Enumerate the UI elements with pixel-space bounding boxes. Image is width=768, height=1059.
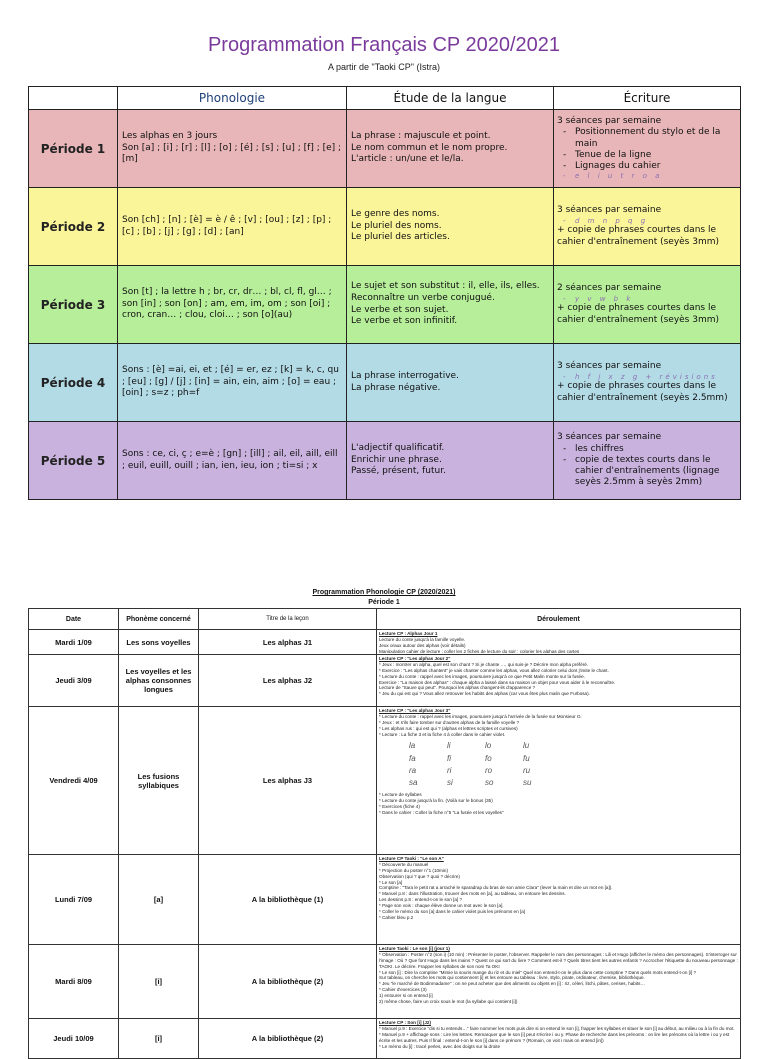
deroulement-line: Lecture Taoki : Le son [i] (jour 1) [379,946,450,951]
cursive-letters: - e l i u t r o a [575,172,737,181]
ecriture-cell [554,266,741,344]
etude-line: Le pluriel des noms. [351,220,442,231]
lesson-date: Mardi 8/09 [29,945,119,1019]
phonologie-line: Son [t] ; la lettre h ; br, cr, dr… ; bl, cl, fl, gl… ; son [in] ; son [on] ; am, em, im, om ; son [oi] ; cron, cran… ; clou, cloi… ; son [o](au) [122,286,332,321]
lesson-date: Jeudi 3/09 [29,655,119,707]
deroulement-line: Comptine : "Tara le petit rat a arraché le sparadrap du bras de son amie Clara" (lever la main et dire un mot en [a]). [379,885,613,891]
period-row [29,422,741,500]
deroulement-line: * Manuel p.9 : Exercice "dis si tu entends…" faire nommer les mots puis dire si on entend le son [i], frapper les syllabes et situer le son [i] au début, au milieu ou à la fin du mot. [379,1025,735,1031]
etude-line: Le nom commun et le nom propre. [351,142,508,153]
period-name: Période 2 [29,188,118,266]
header-deroulement: Déroulement [377,609,741,630]
lesson-deroulement [377,630,741,655]
deroulement-line: * Page son vois : chaque élève donne un mot avec le son [a]. [379,903,504,908]
phonologie-line: Sons : ce, ci, ç ; e=è ; [gn] ; [ill] ; ail, eil, aill, eill ; euil, euill, ouill ; ian, ien, ieu, ion ; ti=si ; x [122,448,338,471]
deroulement-line: 1) entourer si on entend [i] [379,993,433,998]
page-title: Programmation Français CP 2020/2021 [207,34,561,56]
deroulement-line: * Le son [i] : Dire la comptine "Mimie la souris mange du riz et du miel" Quel son entend-t-on le plus dans cette comptine ? Dans quels mots entend-t-on [i] ? [379,969,697,975]
phonologie-cell [118,266,347,344]
period-row [29,110,741,188]
etude-line: L'article : un/une et le/la. [351,154,464,165]
ecriture-list [557,444,737,489]
deroulement-line: * Cahier d'exercices (3) [379,987,427,993]
deroulement-content [379,708,738,816]
deroulement-line: * Dans le cahier : Coller la fiche n°5 "La fusée et les voyelles" [379,809,504,815]
phonologie-line: Les alphas en 3 jours [122,130,218,141]
page-subtitle: A partir de "Taoki CP" (Istra) [328,62,440,72]
ecriture-item: - Lignages du cahier [575,161,737,172]
header-etude: Étude de la langue [347,87,554,110]
cursive-letters: - h f j x z g + révisions [575,373,737,382]
deroulement-line: * Les alphas rus : qui est qui ? (alphas et lettres scriptes et cursives) [379,725,518,731]
deroulement-line: Lecture CP Taoki : "Le son A" [379,856,444,861]
deroulement-content [379,631,738,653]
header-date: Date [29,609,119,630]
etude-line: Le verbe et son sujet. [351,304,449,315]
deroulement-line: Manipulation cahier de lecture : coller les 2 fiches de lecture du soir ; colorier les alphas des cartes [379,648,580,653]
ecriture-list [557,127,737,181]
ecriture-item: - copie de textes courts dans le cahier d'entraînements (lignage seyès 2.5mm à seyès 2mm) [575,455,737,489]
etude-line: Le genre des noms. [351,208,440,219]
etude-cell [347,110,554,188]
deroulement-line: * Jeu du qui est qui ? Vous allez retrouver les habits des alphas (car vous êtes plus malin que Furbosa). [379,691,590,697]
syllable-glyph: ri [447,765,452,775]
phonologie-table [28,608,741,1059]
deroulement-line: * Lecture : La fiche 3 et la fiche 4 à coller dans le cahier violet. [379,731,506,737]
period-name: Période 1 [29,110,118,188]
lesson-title: Les alphas J2 [199,655,377,707]
lesson-title: Les alphas J1 [199,630,377,655]
etude-line: Le pluriel des articles. [351,232,450,243]
etude-line: Le sujet et son substitut : il, elle, ils, elles. [351,280,540,291]
lesson-title: A la bibliothèque (2) [199,945,377,1019]
ecriture-cell [554,344,741,422]
deroulement-line: * Manuel p.8 : dans l'illustration, trouver des mots en [a], au tableau, on entoure les dessins. [379,891,566,897]
deroulement-content [379,1020,738,1049]
deroulement-line: * Le mémo du [i] : tracé perles, avec des doigts sur la droite [379,1043,501,1049]
corner-cell [29,87,118,110]
lesson-title: A la bibliothèque (1) [199,855,377,945]
ecriture-cell [554,422,741,500]
deroulement-line: Observation (qui ? que ? quoi ? décrire) [379,873,460,879]
etude-line: Reconnaître un verbe conjugué. [351,292,495,303]
cursive-letters: - d m n p q g [575,217,737,226]
ecriture-head: 3 séances par semaine [557,432,662,443]
deroulement-line: * Lecture du conte jusqu'à la fin. (Voilà sur le bonus (35) [379,798,493,804]
deroulement-line: Lecture CP : "Les alphas Jour 3" [379,708,451,713]
deroulement-line: Exercice : "La maison des alphas" : chaque alpha a laissé dans sa maison un objet pour vous aider à le reconnaître. [379,679,616,685]
syllable-glyph: fa [409,753,416,763]
ecriture-head: 3 séances par semaine [557,361,662,372]
ecriture-head: 3 séances par semaine [557,116,662,126]
phonologie-cell [118,344,347,422]
doc2-subtitle: Période 1 [368,599,400,606]
deroulement-line: * Jeux : et s'ils faire tomber sur d'autres alphas de la famille voyelle ? [379,719,520,725]
syllable-glyph: lo [485,741,492,751]
lesson-date: Jeudi 10/09 [29,1019,119,1059]
lesson-row [29,855,741,945]
syllable-glyph: fu [523,753,530,763]
lesson-title: Les alphas J3 [199,707,377,855]
etude-line: Passé, présent, futur. [351,466,446,477]
lesson-phoneme: [a] [119,855,199,945]
etude-cell [347,188,554,266]
lesson-phoneme: Les fusions syllabiques [119,707,199,855]
syllable-glyph: ra [409,765,417,775]
lesson-phoneme: Les voyelles et les alphas consonnes longues [119,655,199,707]
lesson-row [29,707,741,855]
period-row [29,344,741,422]
phonologie-cell [118,110,347,188]
period-name: Période 4 [29,344,118,422]
deroulement-line: Lecture du conte jusqu'à la famille voyelle. [379,636,466,642]
deroulement-line: Sur tableau, on cherche les mots qui contiennent [i] et les entoure au tableau : livre, stylo, pirate, ordinateur, chemise, bibliothèque. [379,975,645,981]
ecriture-extra: + copie de phrases courtes dans le cahier d'entraînement (seyès 2.5mm) [557,381,728,403]
lesson-title: A la bibliothèque (2) [199,1019,377,1059]
lesson-deroulement [377,655,741,707]
header-phoneme: Phonème concerné [119,609,199,630]
phonologie-line: Son [a] ; [i] ; [r] ; [l] ; [o] ; [é] ; [s] ; [u] ; [f] ; [e] ; [m] [122,142,342,165]
syllable-glyph: li [447,741,451,751]
deroulement-line: Jeux oraux autour des alphas (voir détails) [379,642,466,648]
ecriture-head: 2 séances par semaine [557,283,662,294]
etude-line: Enrichir une phrase. [351,454,442,465]
deroulement-line: Lecture CP : "Les alphas Jour 2" [379,656,451,661]
phonologie-cell [118,422,347,500]
ecriture-head: 3 séances par semaine [557,205,662,216]
ecriture-item: - les chiffres [575,444,737,455]
syllable-glyph: su [523,778,532,788]
doc2-title: Programmation Phonologie CP (2020/2021) [312,589,456,596]
header-phonologie: Phonologie [118,87,347,110]
ecriture-item: - Tenue de la ligne [575,150,737,161]
deroulement-line: * Exercices (fiche 4) [379,804,420,810]
deroulement-line: * Jeux : montrer un alpha, quel est son chant ? Si je chante …, qui suis-je ? Décrire mon alpha préféré. [379,661,589,667]
deroulement-line: * Jeu "le marché de Bodinmadame" : on ne peut acheter que des aliments ou objets en [i] : riz, céleri, litchi, pâtes, cerises, habits… [379,981,646,987]
syllable-glyph: ru [523,765,531,775]
lesson-phoneme: [i] [119,945,199,1019]
etude-cell [347,422,554,500]
etude-line: L'adjectif qualificatif. [351,442,445,453]
lesson-phoneme: [i] [119,1019,199,1059]
syllable-glyph: la [409,741,416,751]
etude-line: La phrase négative. [351,382,441,393]
deroulement-line: Lecture CP : Son [i] (J2) [379,1020,431,1025]
lesson-row [29,1019,741,1059]
period-row [29,266,741,344]
cursive-letters: - y v w b k [575,295,737,304]
lesson-date: Mardi 1/09 [29,630,119,655]
header-titre: Titre de la leçon [199,609,377,630]
programmation-table [28,86,741,500]
deroulement-line: Lecture CP : Alphas Jour 1 [379,631,438,636]
syllable-glyph: lu [523,741,530,751]
lesson-row [29,655,741,707]
phonologie-line: Son [ch] ; [n] ; [è] = è / ê ; [v] ; [ou] ; [z] ; [p] ; [c] ; [b] ; [j] ; [g] ; [d] ; [an] [122,214,332,237]
ecriture-extra: + copie de phrases courtes dans le cahier d'entraînement (seyès 3mm) [557,303,719,325]
deroulement-line: * Lecture du conte : rappel avec les images, poursuivre jusqu'à ce que Petit Malin monte sur la fusée. [379,673,585,679]
syllable-glyph: fi [447,753,451,763]
etude-line: La phrase interrogative. [351,370,459,381]
lesson-row [29,945,741,1019]
deroulement-line: * Manuel p.9 + affichage sons : Lire les lettres. Remarquer que le son [i] peut s'écrire i ou y. Phase de recherche dans les prénoms : on lire les prénoms où la lettre i ou y est écrite et les autres. Puis Il final : entend-t-on le son [i] dans ce prénom ? (Romain, on voit i mais on entend [in]) [379,1031,730,1043]
ecriture-list [557,217,737,226]
lesson-deroulement [377,945,741,1019]
deroulement-line: * Cahier bleu p.2 [379,914,414,920]
syllable-glyphs [409,741,738,788]
deroulement-line: * Projection du poster n°1 (10min) [379,867,448,873]
lesson-date: Lundi 7/09 [29,855,119,945]
ecriture-cell [554,188,741,266]
etude-cell [347,344,554,422]
lesson-date: Vendredi 4/09 [29,707,119,855]
deroulement-line: * Découverte du manuel [379,861,429,867]
deroulement-line: 2) même chose, faire un croix sous le mot (la syllabe qui contient [i]) [379,998,518,1004]
syllable-glyph: ro [485,765,493,775]
syllable-glyph: fo [485,753,492,763]
etude-line: Le verbe et son infinitif. [351,316,458,327]
ecriture-list [557,295,737,304]
etude-line: La phrase : majuscule et point. [351,130,491,141]
deroulement-line: * Exercice : "Les alphas chantent" je vais chanter comme les alphas, vous allez colorier celui dont j'imite le chant. [379,667,609,673]
deroulement-content [379,856,738,921]
etude-cell [347,266,554,344]
deroulement-content [379,656,738,697]
header-ecriture: Écriture [554,87,741,110]
deroulement-line: * Lecture de syllabes [379,792,422,798]
ecriture-item: - Positionnement du stylo et de la main [575,127,737,150]
period-name: Période 3 [29,266,118,344]
deroulement-line: * Lecture du conte : rappel avec les images, poursuivre jusqu'à l'arrivée de la fusée sur Monsieur O. [379,713,582,719]
period-row [29,188,741,266]
ecriture-extra: + copie de phrases courtes dans le cahier d'entraînement (seyès 3mm) [557,225,719,247]
deroulement-line: * Observation : Poster n°2 (son i) (10 min) : Présenter le poster, l'observer. Rappeler le nom des personnages : Lili et Hugo (afficher le mémo des personnages). S'interroger sur l'image : Où ? Que font Hugo dans les mains ? Quest ce qui sort du livre ? Comment est-il ? Quels titres tient les autres enfants ? Accrocher l'étiquette du nouveau personnage : TAOKI. Le décrire. Frapper les syllabes de son nom Ta OKI [379,951,738,969]
phonologie-line: Sons : [è] =ai, ei, et ; [é] = er, ez ; [k] = k, c, qu ; [eu] ; [g] / [j] ; [in] = ain, ein, aim ; [o] = eau ; [oin] ; s=z ; ph=f [122,364,339,399]
period-name: Période 5 [29,422,118,500]
lesson-deroulement [377,855,741,945]
ecriture-cell [554,110,741,188]
lesson-deroulement [377,1019,741,1059]
phonologie-cell [118,188,347,266]
lesson-phoneme: Les sons voyelles [119,630,199,655]
syllable-glyph: so [485,778,494,788]
deroulement-line: Lecture de "Sauve qui peut". Pourquoi les alphas changent-ils d'apparence ? [379,685,536,691]
syllable-glyph: si [447,778,453,788]
lesson-deroulement [377,707,741,855]
deroulement-line: * Coller le mémo du son [a] dans le cahier violet puis les prénoms en [a] [379,908,526,914]
deroulement-line: * Le son [a] [379,879,403,885]
syllable-glyph: sa [409,778,418,788]
deroulement-line: Les dessins p.8 : entend-t-on le son [a] ? [379,897,462,903]
lesson-row [29,630,741,655]
deroulement-content [379,946,738,1005]
ecriture-list [557,373,737,382]
